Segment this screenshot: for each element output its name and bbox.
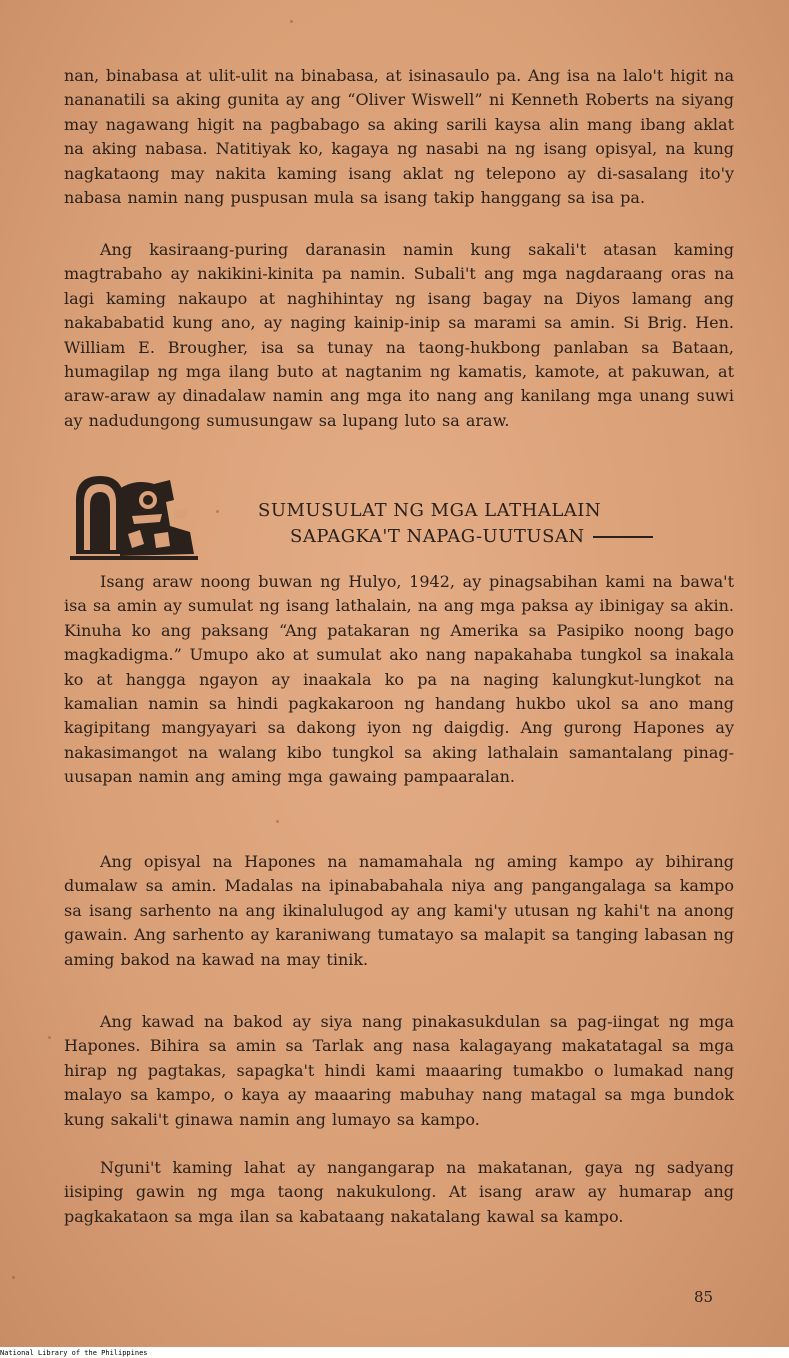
section-heading-line-2: SAPAGKA'T NAPAG-UUTUSAN (290, 526, 585, 547)
paragraph-1: nan, binabasa at ulit-ulit na binabasa, at isinasaulo pa. Ang isa na lalo't higit na nananatili sa aking gunita ay ang “Oliver Wiswell” ni Kenneth Roberts na siyang may nagawang higit na pagbabago sa aking sarili kaysa alin mang ibang aklat na aking nabasa. Natitiyak ko, kagaya ng nasabi na ng isang opisyal, na kung nagkataong may nakita kaming isang aklat ng telepono ay di-sasalang ito'y nabasa namin nang puspusan mula sa isang takip hanggang sa isa pa. (64, 66, 734, 208)
section-heading (258, 498, 653, 550)
paper-speck (12, 1276, 15, 1279)
library-footer: National Library of the Philippines (0, 1349, 148, 1357)
paragraph-5: Ang kawad na bakod ay siya nang pinakasukdulan sa pag-iingat ng mga Hapones. Bihira sa amin sa Tarlak ang nasa kalagayang makatatagal sa mga hirap ng pagtakas, sapagka't hindi kami maaaring tumakbo o lumakad nang malayo sa kampo, o kaya ay maaaring mabuhay nang matagal sa mga bundok kung sakali't ginawa namin ang lumayo sa kampo. (64, 1012, 734, 1129)
paragraph-4: Ang opisyal na Hapones na namamahala ng aming kampo ay bihirang dumalaw sa amin. Madalas na ipinababahala niya ang pangangalaga sa kampo sa isang sarhento na ang ikinalulugod ay ang kami'y utusan ng kahi't na anong gawain. Ang sarhento ay karaniwang tumatayo sa malapit sa tanging labasan ng aming bakod na kawad na may tinik. (64, 852, 734, 969)
paper-speck (216, 510, 219, 513)
paragraph-3: Isang araw noong buwan ng Hulyo, 1942, ay pinagsabihan kami na bawa't isa sa amin ay sumulat ng isang lathalain, na ang mga paksa ay ibinigay sa akin. Kinuha ko ang paksang “Ang patakaran ng Amerika sa Pasipiko noong bago magkadigma.” Umupo ako at sumulat ako nang napakahaba tungkol sa inakala ko at hangga ngayon ay inaakala ko pa na naging kalungkut-lungkot na kamalian namin sa hindi pagkakaroon ng handang hukbo ukol sa ano mang kagipitang mangyayari sa dakong iyon ng daigdig. Ang gurong Hapones ay nakasimangot na walang kibo tungkol sa aking lathalain samantalang pinag-uusapan namin ang aming mga gawaing pampaaralan. (64, 572, 734, 787)
paper-speck (48, 1036, 51, 1039)
page-number: 85 (694, 1288, 714, 1306)
heading-rule (593, 536, 653, 538)
section-heading-line-1: SUMUSULAT NG MGA LATHALAIN (258, 500, 602, 521)
paragraph-6: Nguni't kaming lahat ay nangangarap na makatanan, gaya ng sadyang iisiping gawin ng mga taong nakukulong. At isang araw ay humarap ang pagkakataon sa mga ilan sa kabataang nakatalang kawal sa kampo. (64, 1158, 734, 1226)
woodcut-illustration-icon (70, 470, 198, 560)
paper-speck (276, 820, 279, 823)
paragraph-2: Ang kasiraang-puring daranasin namin kung sakali't atasan kaming magtrabaho ay nakikini-kinita pa namin. Subali't ang mga nagdaraang oras na lagi kaming nakaupo at naghihintay ng isang bagay na Diyos lamang ang nakababatid kung ano, ay naging kainip-inip sa marami sa amin. Si Brig. Hen. William E. Brougher, isa sa tunay na taong-hukbong panlaban sa Bataan, humagilap ng mga ilang buto at nagtanim ng kamatis, kamote, at pakuwan, at araw-araw ay dinadalaw namin ang mga ito nang ang kanilang mga unang suwi ay nadudungong sumusungaw sa lupang luto sa araw. (64, 240, 734, 430)
paper-speck (290, 20, 293, 23)
